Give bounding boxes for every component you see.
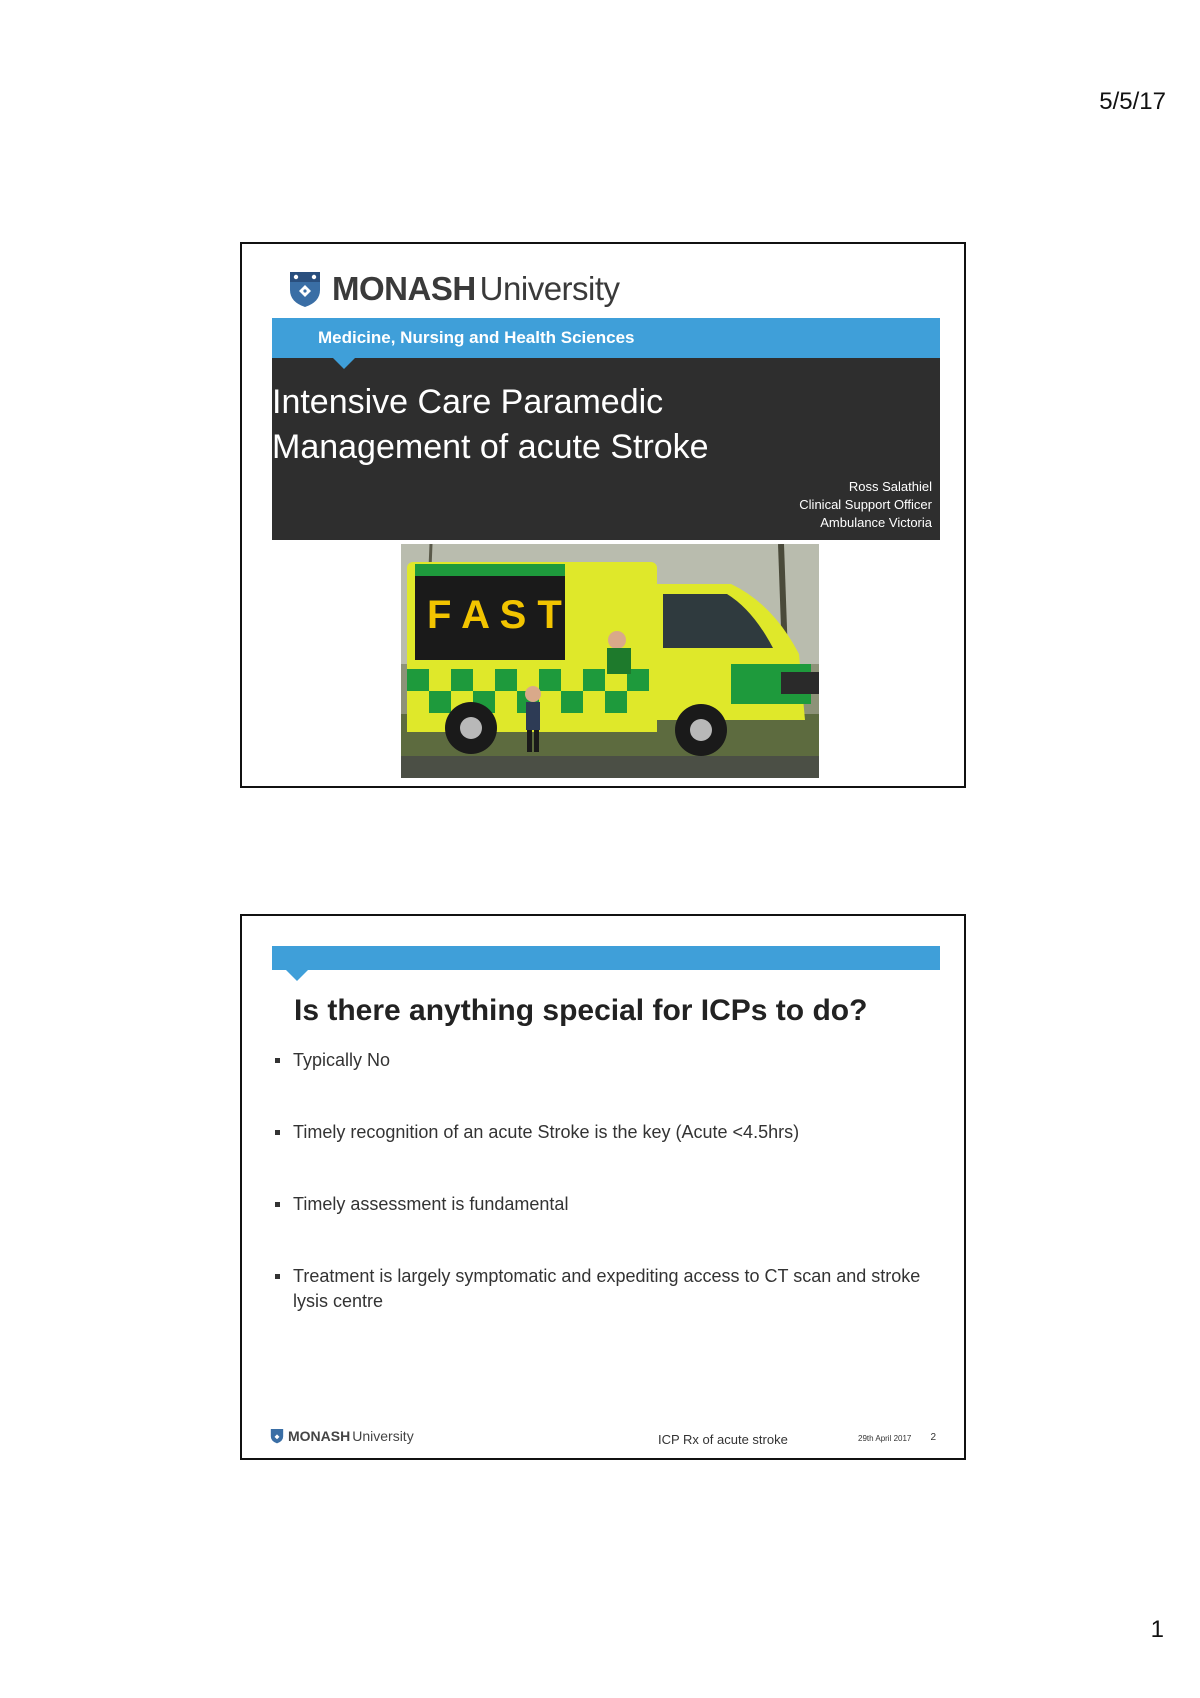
bullet-item [272,1048,922,1073]
title-line: Intensive Care Paramedic [272,383,664,421]
bullet-square-icon [275,1274,280,1279]
bar-notch [332,357,356,369]
footer-date: 29th April 2017 [858,1434,912,1443]
page-date: 5/5/17 [1099,88,1166,115]
bullet-item [272,1264,922,1314]
logo-monash-text: MONASH [332,270,476,307]
bullet-square-icon [275,1130,280,1135]
slide-title: Is there anything special for ICPs to do? [294,994,868,1027]
footer-page-number: 2 [930,1432,936,1443]
title-block [272,358,940,540]
presenter-name: Ross Salathiel [848,479,932,494]
presenter-role: Clinical Support Officer [799,497,932,512]
slide-title [272,380,709,470]
slide-footer [270,1428,936,1450]
faculty-name: Medicine, Nursing and Health Sciences [318,328,635,347]
bar-notch [286,970,308,981]
bullet-item [272,1192,922,1217]
bullet-item [272,1120,922,1145]
bullet-text: Treatment is largely symptomatic and expediting access to CT scan and stroke lysis centre [293,1266,921,1311]
logo-university-text: University [479,270,620,307]
bullet-text: Timely recognition of an acute Stroke is the key (Acute <4.5hrs) [293,1122,800,1142]
ambulance-photo [401,544,819,778]
footer-logo [270,1428,414,1444]
header-bar [272,946,940,970]
bullet-list [272,1048,922,1361]
bullet-text: Typically No [293,1050,391,1070]
page-number: 1 [1150,1616,1164,1643]
bullet-square-icon [275,1058,280,1063]
monash-logo [288,270,620,308]
slide-1 [240,242,966,788]
monash-crest-icon [288,270,322,308]
ambulance-illustration [401,544,819,778]
footer-subject: ICP Rx of acute stroke [658,1432,788,1447]
footer-logo-university: University [352,1428,414,1444]
monash-crest-icon [270,1428,284,1444]
slide-2 [240,914,966,1460]
footer-logo-monash: MONASH [288,1428,351,1444]
presenter-info [799,478,932,532]
bullet-text: Timely assessment is fundamental [293,1194,569,1214]
presenter-org: Ambulance Victoria [820,515,932,530]
faculty-bar [272,318,940,358]
svg-text:F A S T: F A S T [427,593,562,637]
bullet-square-icon [275,1202,280,1207]
title-line: Management of acute Stroke [272,428,709,466]
